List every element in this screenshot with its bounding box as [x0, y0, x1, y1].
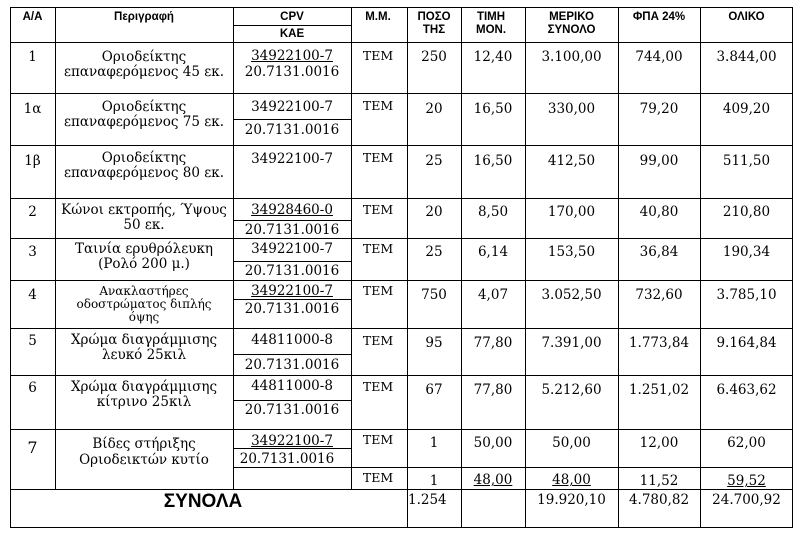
row-vat: 40,80 — [639, 204, 679, 220]
row-total: 511,50 — [722, 153, 771, 169]
row-unit: ΤΕΜ — [362, 48, 394, 63]
row-description: Χρώμα διαγράμμισης κίτρινο 25κιλ — [70, 379, 218, 410]
row-kae: 20.7131.0016 — [244, 222, 340, 238]
grid-line — [233, 448, 351, 449]
row-total: 9.164,84 — [716, 335, 777, 351]
items-table — [10, 7, 793, 528]
row-vat: 36,84 — [639, 244, 679, 260]
grid-line — [792, 7, 793, 528]
totals-total: 24.700,92 — [712, 492, 781, 508]
row-cpv: 44811000-8 — [251, 378, 333, 394]
row-quantity: 25 — [425, 244, 443, 260]
row-vat: 11,52 — [639, 473, 679, 489]
grid-line — [10, 7, 11, 528]
grid-line — [233, 220, 351, 221]
row-kae: 20.7131.0016 — [244, 263, 340, 279]
row-unit-price: 77,80 — [473, 335, 513, 351]
row-cpv: 34922100-7 — [251, 241, 333, 257]
totals-subtotal: 19.920,10 — [537, 492, 606, 508]
row-cpv: 44811000-8 — [251, 332, 333, 348]
row-cpv: 34922100-7 — [251, 433, 333, 449]
row-subtotal: 412,50 — [547, 153, 596, 169]
row-description: Οριοδείκτης επαναφερόμενος 80 εκ. — [64, 150, 224, 181]
row-aa: 4 — [28, 287, 37, 303]
grid-line — [10, 198, 793, 199]
row-vat: 1.251,02 — [628, 382, 690, 398]
row-kae: 20.7131.0016 — [239, 451, 335, 467]
header-kae: ΚΑΕ — [279, 28, 305, 40]
header-unit: Μ.Μ. — [365, 11, 391, 23]
grid-line — [10, 238, 793, 239]
row-cpv: 34928460-0 — [251, 202, 333, 218]
row-unit: ΤΕΜ — [362, 98, 394, 113]
grid-line — [10, 7, 793, 8]
header-total: ΟΛΙΚΟ — [728, 11, 765, 23]
totals-label: ΣΥΝΟΛΑ — [163, 491, 243, 512]
row-quantity: 750 — [421, 287, 447, 303]
row-unit-price: 8,50 — [477, 204, 509, 220]
row-vat: 12,00 — [639, 435, 679, 451]
row-total: 59,52 — [727, 473, 766, 489]
row-vat: 744,00 — [635, 49, 683, 65]
row-subtotal: 7.391,00 — [541, 335, 602, 351]
grid-line — [461, 7, 462, 528]
row-quantity: 20 — [425, 204, 443, 220]
row-kae: 20.7131.0016 — [244, 64, 340, 80]
grid-line — [10, 145, 793, 146]
header-quantity: ΠΟΣΟ ΤΗΣ — [417, 11, 451, 36]
row-description: Χρώμα διαγράμμισης λευκό 25κιλ — [70, 332, 218, 363]
row-unit-price: 48,00 — [473, 472, 513, 488]
row-subtotal: 3.100,00 — [541, 49, 602, 65]
row-subtotal: 5.212,60 — [541, 382, 602, 398]
row-total: 3.844,00 — [716, 49, 777, 65]
row-aa: 1β — [24, 153, 41, 169]
grid-line — [233, 261, 351, 262]
grid-line — [700, 7, 701, 528]
row-description: Κώνοι εκτροπής, Ύψους 50 εκ. — [61, 202, 227, 233]
grid-line — [10, 328, 793, 329]
grid-line — [407, 7, 408, 528]
row-quantity: 250 — [421, 49, 447, 65]
header-aa: Α/Α — [22, 11, 43, 23]
grid-line — [233, 119, 351, 120]
row-subtotal: 3.052,50 — [541, 287, 602, 303]
header-unit-price: ΤΙΜΗ ΜΟΝ. — [475, 11, 507, 36]
grid-line — [10, 42, 793, 43]
header-subtotal: ΜΕΡΙΚΟ ΣΥΝΟΛΟ — [547, 11, 596, 36]
totals-vat: 4.780,82 — [628, 492, 690, 508]
grid-line — [618, 7, 619, 528]
grid-line — [233, 299, 351, 300]
row-total: 210,80 — [722, 204, 771, 220]
row-unit: ΤΕΜ — [362, 283, 394, 298]
row-total: 6.463,62 — [716, 382, 777, 398]
row-unit: ΤΕΜ — [362, 202, 394, 217]
row-unit-price: 16,50 — [473, 101, 513, 117]
row-description: Οριοδείκτης επαναφερόμενος 75 εκ. — [64, 99, 224, 130]
row-unit-price: 50,00 — [473, 435, 513, 451]
row-vat: 732,60 — [635, 287, 683, 303]
row-subtotal: 153,50 — [547, 244, 596, 260]
row-kae: 20.7131.0016 — [244, 301, 340, 317]
row-cpv: 34922100-7 — [251, 48, 333, 64]
row-kae: 20.7131.0016 — [244, 357, 340, 373]
row-unit-price: 16,50 — [473, 153, 513, 169]
grid-line — [233, 25, 351, 26]
row-aa: 2 — [28, 204, 37, 220]
row-quantity: 25 — [425, 153, 443, 169]
row-cpv: 34922100-7 — [251, 99, 333, 115]
row-aa: 5 — [28, 333, 37, 349]
header-vat: ΦΠΑ 24% — [632, 11, 686, 23]
row-unit: ΤΕΜ — [362, 150, 394, 165]
row-unit: ΤΕΜ — [362, 470, 394, 485]
row-aa: 1 — [28, 49, 37, 65]
row-unit-price: 12,40 — [473, 49, 513, 65]
row-subtotal: 330,00 — [547, 101, 596, 117]
row-description: Ανακλαστήρες οδοστρώματος διπλής όψης — [76, 284, 212, 324]
row-cpv: 34922100-7 — [251, 283, 333, 299]
row-aa: 6 — [28, 380, 37, 396]
header-cpv: CPV — [280, 11, 304, 23]
row-quantity: 1 — [429, 473, 439, 489]
row-unit-price: 77,80 — [473, 382, 513, 398]
grid-line — [10, 489, 793, 490]
row-vat: 1.773,84 — [628, 335, 690, 351]
row-unit: ΤΕΜ — [362, 379, 394, 394]
row-subtotal: 48,00 — [552, 472, 591, 488]
row-aa: 3 — [28, 244, 37, 260]
grid-line — [10, 375, 793, 376]
row-description: Βίδες στήριξης Οριοδεικτών κυτίο — [79, 436, 209, 468]
row-total: 190,34 — [722, 244, 771, 260]
grid-line — [55, 7, 56, 490]
row-unit: ΤΕΜ — [362, 432, 394, 447]
row-cpv: 34922100-7 — [251, 151, 333, 167]
row-total: 409,20 — [722, 101, 771, 117]
row-quantity: 95 — [425, 335, 443, 351]
grid-line — [525, 7, 526, 528]
grid-line — [233, 354, 351, 355]
grid-line — [233, 7, 234, 490]
row-total: 3.785,10 — [716, 287, 777, 303]
row-unit-price: 4,07 — [477, 287, 509, 303]
row-vat: 99,00 — [639, 153, 679, 169]
grid-line — [10, 280, 793, 281]
row-quantity: 20 — [425, 101, 443, 117]
row-kae: 20.7131.0016 — [244, 402, 340, 418]
row-subtotal: 170,00 — [547, 204, 596, 220]
row-subtotal: 50,00 — [552, 435, 591, 451]
grid-line — [10, 527, 793, 528]
row-quantity: 67 — [425, 382, 443, 398]
row-unit-price: 6,14 — [477, 244, 509, 260]
row-vat: 79,20 — [639, 101, 679, 117]
row-description: Ταινία ερυθρόλευκη (Ρολό 200 μ.) — [75, 241, 213, 272]
row-aa: 7 — [27, 438, 38, 457]
row-unit: ΤΕΜ — [362, 241, 394, 256]
row-unit: ΤΕΜ — [362, 333, 394, 348]
row-total: 62,00 — [727, 435, 766, 451]
grid-line — [233, 400, 351, 401]
row-description: Οριοδείκτης επαναφερόμενος 45 εκ. — [64, 49, 224, 80]
row-kae: 20.7131.0016 — [244, 122, 340, 138]
row-quantity: 1 — [429, 435, 439, 451]
grid-line — [10, 429, 793, 430]
grid-line — [351, 7, 352, 490]
row-aa: 1α — [23, 101, 42, 117]
grid-line — [233, 467, 793, 468]
grid-line — [10, 93, 793, 94]
header-description: Περιγραφή — [114, 11, 174, 23]
totals-quantity: 1.254 — [408, 492, 447, 508]
